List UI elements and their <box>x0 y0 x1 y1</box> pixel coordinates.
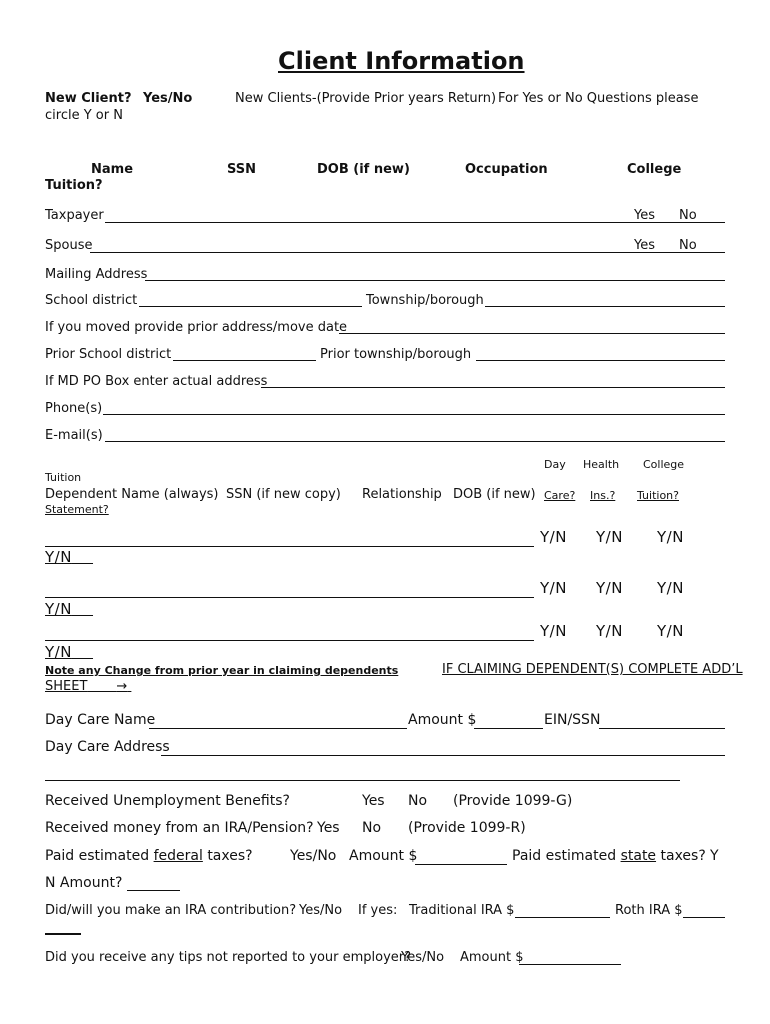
ira-pension-yes[interactable]: Yes <box>317 820 340 836</box>
paid-estimated-label: Paid estimated <box>45 848 150 864</box>
dependent-row-1-input[interactable] <box>45 546 534 547</box>
daycare-name-input[interactable] <box>149 728 407 729</box>
state-n-amount-label: N Amount? <box>45 875 123 891</box>
dep-tuition-word: Tuition <box>45 471 82 484</box>
school-district-label: School district <box>45 293 138 308</box>
moved-input[interactable] <box>339 333 725 334</box>
ira-contribution-question: Did/will you make an IRA contribution? <box>45 903 297 918</box>
dep2-health-yn[interactable]: Y/N <box>596 579 623 597</box>
dep-col-relationship: Relationship <box>362 487 442 502</box>
unemployment-question: Received Unemployment Benefits? <box>45 793 290 809</box>
prior-township-label: Prior township/borough <box>320 347 472 362</box>
dep1-college-yn[interactable]: Y/N <box>657 528 684 546</box>
dep2-college-yn[interactable]: Y/N <box>657 579 684 597</box>
dep-col-day: Day <box>544 458 566 471</box>
ira-pension-provide: (Provide 1099-R) <box>408 820 526 836</box>
dep-col-college: College <box>643 458 685 471</box>
dep3-college-yn[interactable]: Y/N <box>657 622 684 640</box>
paid-estimated-label-2: Paid estimated <box>512 848 617 864</box>
page-title: Client Information <box>278 47 525 75</box>
if-yes-label: If yes: <box>358 903 398 918</box>
roth-ira-input[interactable] <box>683 917 725 918</box>
sheet-note <box>45 679 131 694</box>
col-ssn: SSN <box>227 162 257 177</box>
state-y[interactable]: Y <box>710 848 719 864</box>
dep-statement: Statement? <box>45 503 109 516</box>
new-client-label: New Client? <box>45 91 132 106</box>
po-box-input[interactable] <box>261 387 725 388</box>
taxes-label: taxes? <box>207 848 253 864</box>
daycare-ein-input[interactable] <box>599 728 725 729</box>
roth-ira-label: Roth IRA $ <box>615 903 683 918</box>
phone-label: Phone(s) <box>45 401 103 416</box>
prior-school-input[interactable] <box>173 360 316 361</box>
unemployment-no[interactable]: No <box>408 793 428 809</box>
email-label: E-mail(s) <box>45 428 103 443</box>
daycare-name-label: Day Care Name <box>45 712 156 728</box>
dep1-daycare-yn[interactable]: Y/N <box>540 528 567 546</box>
taxpayer-yes[interactable]: Yes <box>634 208 655 223</box>
new-clients-note: New Clients-(Provide Prior years Return) <box>235 91 497 106</box>
state-amount-input[interactable] <box>127 890 180 891</box>
col-tuition: Tuition? <box>45 178 103 193</box>
taxpayer-input[interactable] <box>105 222 725 223</box>
township-label: Township/borough <box>366 293 484 308</box>
col-occupation: Occupation <box>465 162 548 177</box>
dep3-health-yn[interactable]: Y/N <box>596 622 623 640</box>
daycare-amount-input[interactable] <box>474 728 543 729</box>
circle-note: circle Y or N <box>45 108 123 123</box>
spouse-yes[interactable]: Yes <box>634 238 655 253</box>
paid-estimated-state-question <box>512 848 706 864</box>
mailing-address-input[interactable] <box>145 280 725 281</box>
dependent-row-3-input[interactable] <box>45 640 534 641</box>
unemployment-yes[interactable]: Yes <box>362 793 385 809</box>
daycare-address-line-2[interactable] <box>45 780 680 781</box>
dependent-row-2-input[interactable] <box>45 597 534 598</box>
state-label: state <box>620 848 657 864</box>
dep-col-ssn: SSN (if new copy) <box>226 487 341 502</box>
taxes-label-2: taxes? <box>660 848 706 864</box>
dep-col-name: Dependent Name (always) <box>45 487 219 502</box>
ira-pension-no[interactable]: No <box>362 820 382 836</box>
paid-estimated-federal-question <box>45 848 253 864</box>
township-input[interactable] <box>485 306 725 307</box>
traditional-ira-label: Traditional IRA $ <box>409 903 515 918</box>
taxpayer-no[interactable]: No <box>679 208 697 223</box>
sheet-label: SHEET <box>45 679 88 694</box>
prior-school-label: Prior School district <box>45 347 172 362</box>
federal-label: federal <box>153 848 203 864</box>
email-input[interactable] <box>105 441 725 442</box>
dep-col-tuition: Tuition? <box>637 489 679 502</box>
ira-pension-question: Received money from an IRA/Pension? <box>45 820 314 836</box>
daycare-amount-label: Amount $ <box>408 712 477 728</box>
taxpayer-label: Taxpayer <box>45 208 104 223</box>
col-name: Name <box>91 162 134 177</box>
moved-label: If you moved provide prior address/move date <box>45 320 348 335</box>
spouse-input[interactable] <box>90 252 725 253</box>
dep3-tuition-yn[interactable] <box>45 643 93 661</box>
federal-amount-label: Amount $ <box>349 848 418 864</box>
phone-input[interactable] <box>103 414 725 415</box>
col-college: College <box>627 162 682 177</box>
yes-no-note: For Yes or No Questions please <box>498 91 699 106</box>
federal-amount-input[interactable] <box>415 864 507 865</box>
tips-amount-input[interactable] <box>519 964 621 965</box>
dep-col-dob: DOB (if new) <box>453 487 536 502</box>
federal-yes-no[interactable]: Yes/No <box>290 848 337 864</box>
daycare-ein-label: EIN/SSN <box>544 712 601 728</box>
unemployment-provide: (Provide 1099-G) <box>453 793 573 809</box>
tips-question: Did you receive any tips not reported to your employer? <box>45 950 412 965</box>
if-claiming-note: IF CLAIMING DEPENDENT(S) COMPLETE ADD’L <box>442 662 743 677</box>
po-box-label: If MD PO Box enter actual address <box>45 374 268 389</box>
dep-col-health: Health <box>583 458 620 471</box>
col-dob: DOB (if new) <box>317 162 410 177</box>
dep2-tuition-yn[interactable] <box>45 600 93 618</box>
dep2-daycare-yn[interactable]: Y/N <box>540 579 567 597</box>
roth-ira-input-cont[interactable] <box>45 933 81 935</box>
dep1-tuition-yn-text: Y/N <box>45 548 72 566</box>
school-district-input[interactable] <box>139 306 362 307</box>
spouse-no[interactable]: No <box>679 238 697 253</box>
dep3-tuition-yn-text: Y/N <box>45 643 72 661</box>
traditional-ira-input[interactable] <box>515 917 610 918</box>
dep1-tuition-yn[interactable] <box>45 548 93 566</box>
daycare-address-label: Day Care Address <box>45 739 170 755</box>
new-client-yes-no[interactable]: Yes/No <box>143 91 193 106</box>
dep3-daycare-yn[interactable]: Y/N <box>540 622 567 640</box>
arrow-right-icon: → <box>116 679 128 694</box>
tips-amount-label: Amount $ <box>460 950 524 965</box>
dep2-tuition-yn-text: Y/N <box>45 600 72 618</box>
mailing-address-label: Mailing Address <box>45 267 148 282</box>
dependents-change-note: Note any Change from prior year in claiming dependents <box>45 664 399 677</box>
dep-col-care: Care? <box>544 489 576 502</box>
prior-township-input[interactable] <box>476 360 725 361</box>
ira-contribution-yes-no[interactable]: Yes/No <box>299 903 343 918</box>
tips-yes-no[interactable]: Yes/No <box>401 950 445 965</box>
dep-col-ins: Ins.? <box>590 489 616 502</box>
spouse-label: Spouse <box>45 238 93 253</box>
daycare-address-input[interactable] <box>161 755 725 756</box>
dep1-health-yn[interactable]: Y/N <box>596 528 623 546</box>
